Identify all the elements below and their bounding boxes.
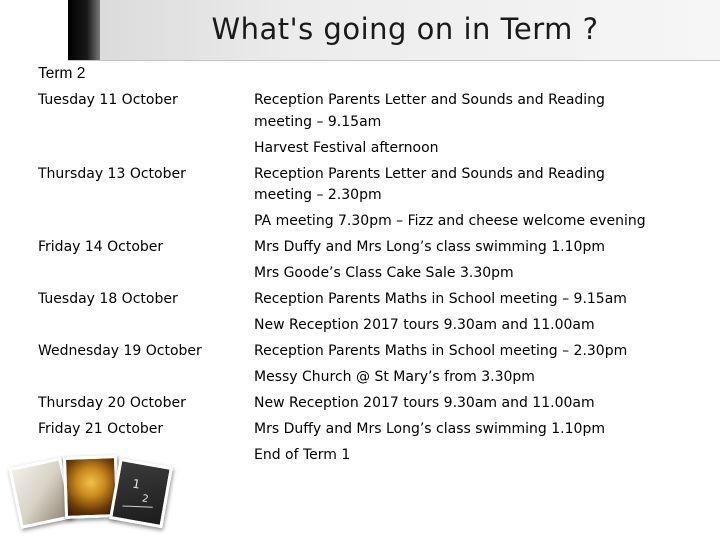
title-accent — [68, 0, 100, 60]
event-line: Reception Parents Letter and Sounds and Reading — [254, 92, 605, 108]
chalk-marks-icon — [113, 461, 170, 524]
date-thursday-20: Thursday 20 October — [38, 395, 186, 411]
event-line: Mrs Duffy and Mrs Long’s class swimming 1.10pm — [254, 421, 605, 437]
decorative-photos — [10, 452, 170, 540]
svg-text:1: 1 — [131, 476, 142, 492]
svg-text:2: 2 — [141, 493, 150, 506]
event-line: Mrs Duffy and Mrs Long’s class swimming 1.10pm — [254, 239, 605, 255]
term-label: Term 2 — [38, 65, 86, 82]
event-line: Reception Parents Maths in School meeting – 2.30pm — [254, 343, 628, 359]
event-line: New Reception 2017 tours 9.30am and 11.00am — [254, 395, 595, 411]
date-wednesday-19: Wednesday 19 October — [38, 343, 202, 359]
date-friday-14: Friday 14 October — [38, 239, 164, 255]
event-line: Reception Parents Maths in School meeting – 9.15am — [254, 291, 627, 307]
event-line: Mrs Goode’s Class Cake Sale 3.30pm — [254, 265, 514, 281]
date-tuesday-11: Tuesday 11 October — [38, 92, 178, 108]
event-line: meeting – 2.30pm — [254, 187, 382, 203]
event-line: New Reception 2017 tours 9.30am and 11.00am — [254, 317, 595, 333]
event-line: Harvest Festival afternoon — [254, 140, 439, 156]
event-line: meeting – 9.15am — [254, 114, 382, 130]
date-tuesday-18: Tuesday 18 October — [38, 291, 178, 307]
date-friday-21: Friday 21 October — [38, 421, 164, 437]
event-line: Reception Parents Letter and Sounds and Reading — [254, 166, 605, 182]
chalkboard-photo-icon — [109, 458, 173, 528]
event-line: End of Term 1 — [254, 447, 351, 463]
page-title: What's going on in Term ? — [211, 12, 599, 46]
event-line: PA meeting 7.30pm – Fizz and cheese welcome evening — [254, 213, 646, 229]
date-thursday-13: Thursday 13 October — [38, 166, 186, 182]
event-line: Messy Church @ St Mary’s from 3.30pm — [254, 369, 535, 385]
